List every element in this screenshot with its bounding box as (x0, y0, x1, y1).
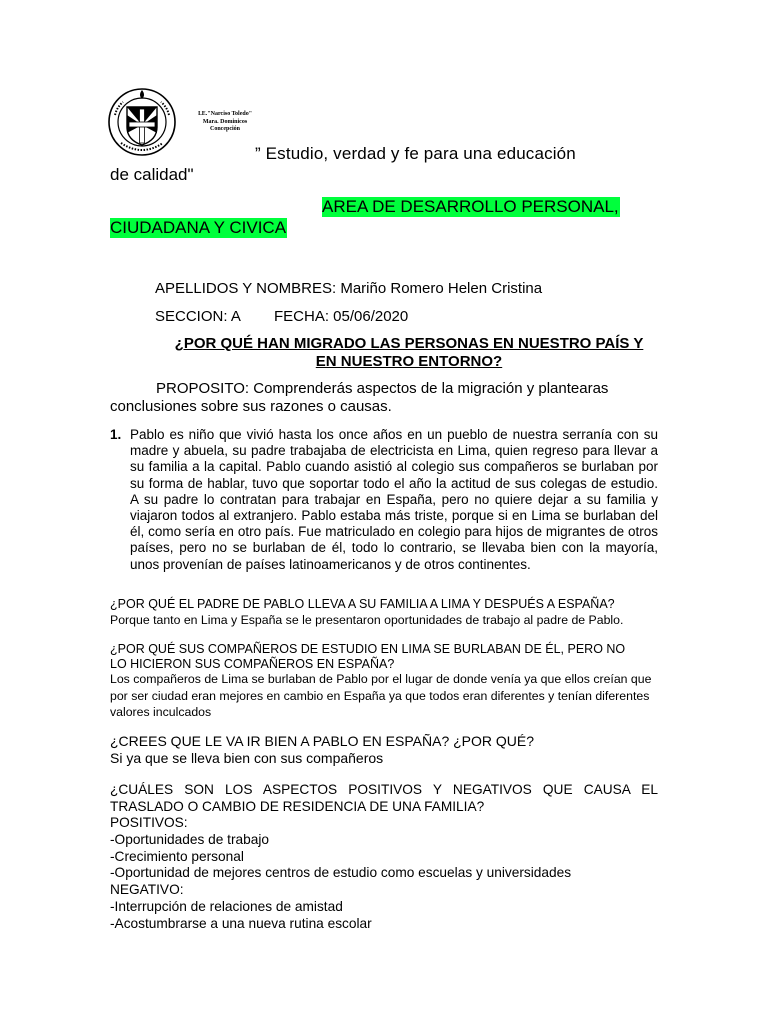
answer-1: Porque tanto en Lima y España se le presentaron oportunidades de trabajo al padre de Pablo. (110, 613, 624, 627)
question-1: ¿POR QUÉ EL PADRE DE PABLO LLEVA A SU FAMILIA A LIMA Y DESPUÉS A ESPAÑA? (110, 597, 615, 611)
negative-item: -Acostumbrarse a una nueva rutina escolar (110, 916, 372, 931)
question-3: ¿CREES QUE LE VA IR BIEN A PABLO EN ESPAÑA? ¿POR QUÉ? (110, 733, 535, 749)
motto-line: ” Estudio, verdad y fe para una educación (255, 144, 576, 163)
negatives-label: NEGATIVO: (110, 882, 184, 897)
positive-item: -Crecimiento personal (110, 849, 244, 864)
school-name (180, 111, 270, 134)
area-heading-highlight: AREA DE DESARROLLO PERSONAL, (322, 197, 619, 216)
school-seal-logo (107, 87, 177, 157)
school-name-line: Mara. Dominicos (202, 118, 248, 125)
school-name-line: I.E."Narciso Toledo" (197, 111, 253, 117)
positive-item: -Oportunidades de trabajo (110, 832, 270, 847)
purpose-paragraph: PROPOSITO: Comprenderás aspectos de la migración y plantearas conclusiones sobre sus razones o causas. (110, 380, 609, 415)
negative-item: -Interrupción de relaciones de amistad (110, 899, 343, 914)
page-title (110, 335, 708, 371)
question-2-continued: LO HICIERON SUS COMPAÑEROS EN ESPAÑA? (110, 657, 395, 671)
section-label: SECCION: A (155, 308, 241, 325)
title-line: EN NUESTRO ENTORNO? (315, 353, 503, 370)
date-label: FECHA: 05/06/2020 (274, 308, 409, 325)
school-name-line: Concepción (210, 126, 240, 132)
answer-2: Los compañeros de Lima se burlaban de Pablo por el lugar de donde venía ya que ellos creían que por ser ciudad eran mejores en cambio en España ya que todos eran diferentes y tenían diferentes valores inculcados (110, 672, 652, 719)
positive-item: -Oportunidad de mejores centros de estudio como escuelas y universidades (110, 865, 572, 880)
motto-line: de calidad" (110, 165, 194, 184)
student-name: APELLIDOS Y NOMBRES: Mariño Romero Helen Cristina (155, 280, 543, 297)
list-number: 1. (110, 427, 122, 442)
question-4: ¿CUÁLES SON LOS ASPECTOS POSITIVOS Y NEGATIVOS QUE CAUSA EL (110, 782, 658, 797)
question-2: ¿POR QUÉ SUS COMPAÑEROS DE ESTUDIO EN LIMA SE BURLABAN DE ÉL, PERO NO (110, 642, 626, 656)
question-4-continued: TRASLADO O CAMBIO DE RESIDENCIA DE UNA FAMILIA? (110, 799, 485, 814)
story-paragraph: Pablo es niño que vivió hasta los once años en un pueblo de nuestra serranía con su madre y abuela, su padre trabajaba de electricista en Lima, quien regreso para llevar a su familia a la capital. Pablo cuando asistió al colegio sus compañeros se burlaban por su forma de hablar, tuvo que soportar todo el año la actitud de sus colegas de estudio. A su padre lo contratan para trabajar en España, pero no quiere dejar a su familia y viajaron todos al extranjero. Pablo estaba más triste, porque si en Lima se burlaban del él, como sería en otro país. Fue matriculado en colegio para hijos de migrantes de otros países, pero no se burlaban de él, todo lo contrario, se llevaba bien con la mayoría, unos provenían de países latinoamericanos y de otros continentes. (130, 427, 658, 572)
positives-label: POSITIVOS: (110, 815, 188, 830)
answer-3: Si ya que se lleva bien con sus compañeros (110, 750, 384, 766)
title-line: ¿POR QUÉ HAN MIGRADO LAS PERSONAS EN NUESTRO PAÍS Y (174, 335, 644, 352)
area-heading-highlight: CIUDADANA Y CIVICA (110, 218, 287, 237)
